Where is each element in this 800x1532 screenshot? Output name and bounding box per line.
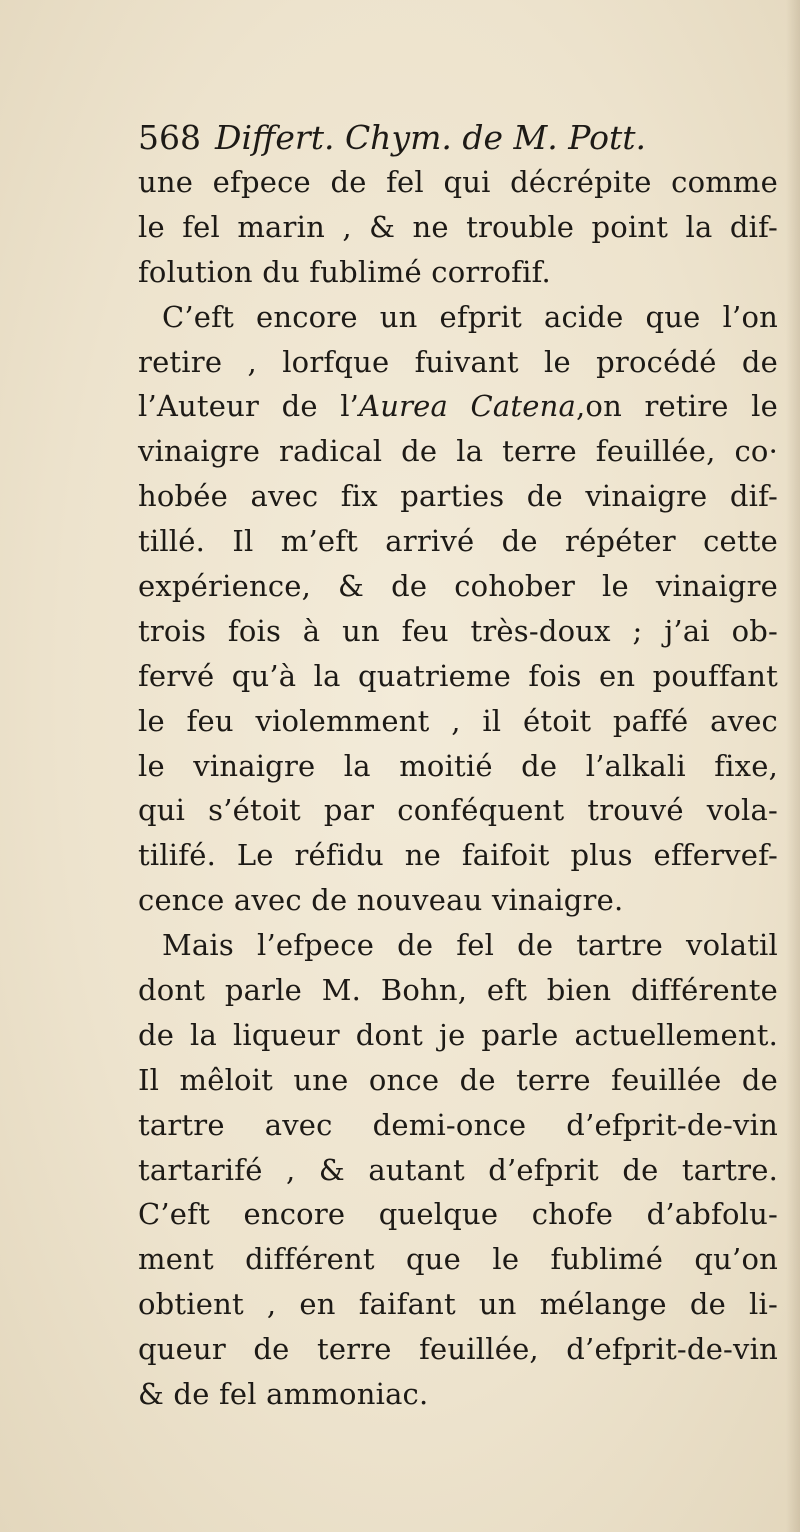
text-line: fervé qu’à la quatrieme fois en pouffant xyxy=(138,658,778,693)
text-line: tartarifé , & autant d’efprit de tartre. xyxy=(138,1152,778,1187)
text-line: une efpece de fel qui décrépite comme xyxy=(138,165,778,199)
text-line: cence avec de nouveau vinaigre. xyxy=(138,883,624,918)
italic-book-title: Aurea Catena xyxy=(359,389,576,424)
text-line: trois fois à un feu très-doux ; j’ai ob- xyxy=(138,613,778,648)
text-line: le fel marin , & ne trouble point la dif- xyxy=(138,209,778,244)
text-line: vinaigre radical de la terre feuillée, co· xyxy=(138,434,778,469)
text-line: retire , lorfque fuivant le procédé de xyxy=(138,344,778,379)
paragraph-start-line: C’eft encore un efprit acide que l’on xyxy=(162,299,778,334)
text-line: obtient , en faifant un mélange de li- xyxy=(138,1287,778,1322)
running-header xyxy=(138,116,646,160)
body-text xyxy=(138,160,778,1417)
text-line: expérience, & de cohober le vinaigre xyxy=(138,569,778,604)
running-title: Differt. Chym. de M. Pott. xyxy=(215,118,647,157)
text-line: tillé. Il m’eft arrivé de répéter cette xyxy=(138,524,778,559)
page-number: 568 xyxy=(138,118,201,157)
text-line: folution du fublimé corrofif. xyxy=(138,254,551,289)
text-line: le feu violemment , il étoit paffé avec xyxy=(138,703,778,738)
text-line: le vinaigre la moitié de l’alkali fixe, xyxy=(138,748,778,783)
text-line: Il mêloit une once de terre feuillée de xyxy=(138,1062,778,1097)
text-line: C’eft encore quelque chofe d’abfolu- xyxy=(138,1197,778,1232)
text-segment: l’Auteur de l’ xyxy=(138,389,360,424)
text-line: tilifé. Le réfidu ne faifoit plus effervef- xyxy=(138,838,778,873)
text-line: de la liqueur dont je parle actuellement. xyxy=(138,1017,778,1052)
text-line: & de fel ammoniac. xyxy=(138,1377,429,1412)
text-line-with-italic xyxy=(138,384,778,429)
text-line: ment différent que le fublimé qu’on xyxy=(138,1242,778,1277)
paragraph-start-line: Mais l’efpece de fel de tartre volatil xyxy=(162,928,778,963)
text-line: tartre avec demi-once d’efprit-de-vin xyxy=(138,1107,778,1142)
text-line: dont parle M. Bohn, eft bien différente xyxy=(138,973,778,1008)
text-segment: ,on retire le xyxy=(576,389,778,424)
text-line: hobée avec fix parties de vinaigre dif- xyxy=(138,479,778,514)
text-line: queur de terre feuillée, d’efprit-de-vin xyxy=(138,1332,778,1367)
text-line: qui s’étoit par conféquent trouvé vola- xyxy=(138,793,778,828)
page-edge-shadow xyxy=(786,0,800,1532)
